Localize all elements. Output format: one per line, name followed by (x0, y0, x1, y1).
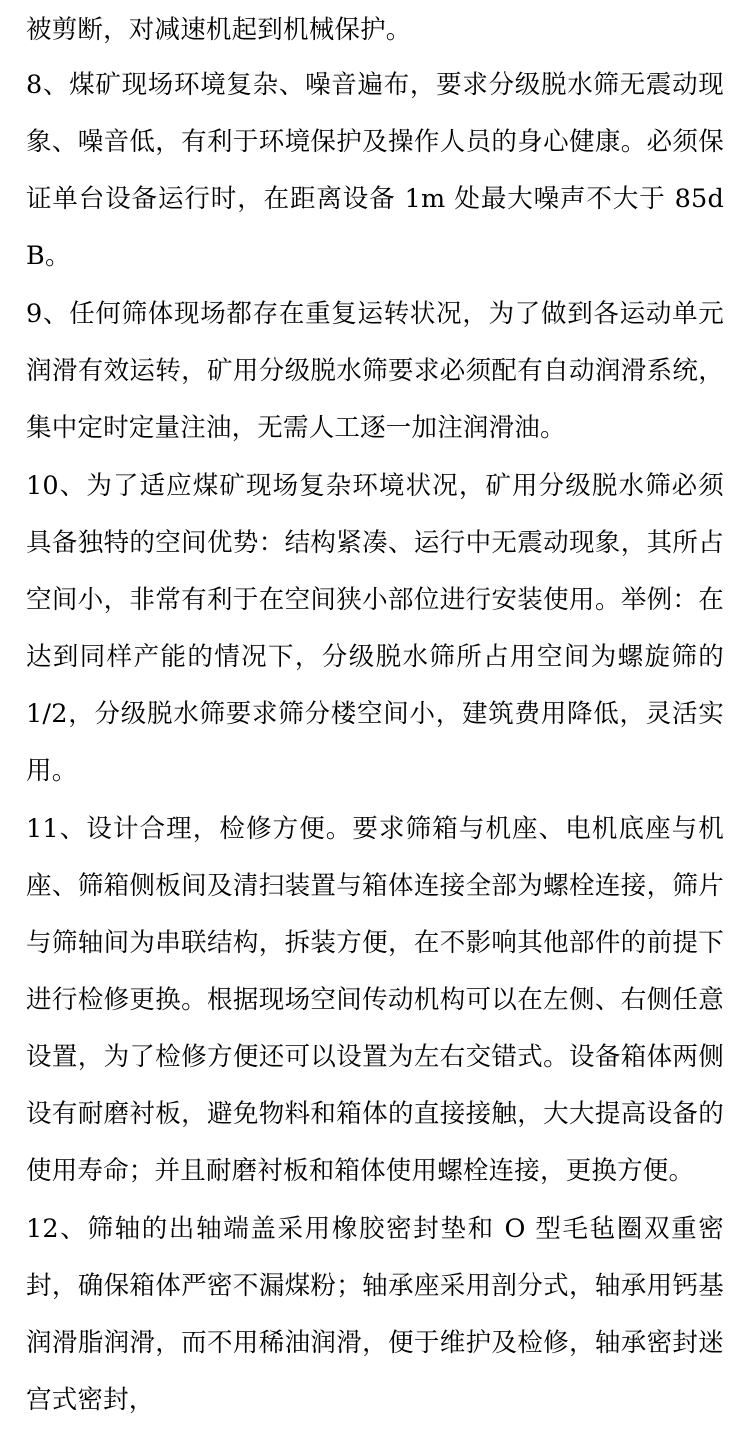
paragraph-item-11: 11、设计合理，检修方便。要求筛箱与机座、电机底座与机座、筛箱侧板间及清扫装置与箱体连接全部为螺栓连接，筛片与筛轴间为串联结构，拆装方便，在不影响其他部件的前提下进行检修更换。根据现场空间传动机构可以在左侧、右侧任意设置，为了检修方便还可以设置为左右交错式。设备箱体两侧设有耐磨衬板，避免物料和箱体的直接接触，大大提高设备的使用寿命；并且耐磨衬板和箱体使用螺栓连接，更换方便。 (26, 814, 724, 1186)
paragraph-item-12: 12、筛轴的出轴端盖采用橡胶密封垫和 O 型毛毡圈双重密封，确保箱体严密不漏煤粉；轴承座采用剖分式，轴承用钙基润滑脂润滑，而不用稀油润滑，便于维护及检修，轴承密封迷宫式密封， (26, 1214, 724, 1415)
paragraph-item-9: 9、任何筛体现场都存在重复运转状况，为了做到各运动单元润滑有效运转，矿用分级脱水筛要求必须配有自动润滑系统，集中定时定量注油，无需人工逐一加注润滑油。 (26, 299, 724, 443)
paragraph-top-continuation: 被剪断，对减速机起到机械保护。 (26, 15, 412, 45)
paragraph-item-10: 10、为了适应煤矿现场复杂环境状况，矿用分级脱水筛必须具备独特的空间优势：结构紧凑、运行中无震动现象，其所占空间小，非常有利于在空间狭小部位进行安装使用。举例：在达到同样产能的情况下，分级脱水筛所占用空间为螺旋筛的 1/2，分级脱水筛要求筛分楼空间小，建筑费用降低，灵活实用。 (26, 471, 733, 786)
paragraph-item-8: 8、煤矿现场环境复杂、噪音遍布，要求分级脱水筛无震动现象、噪音低，有利于环境保护及操作人员的身心健康。必须保证单台设备运行时，在距离设备 1m 处最大噪声不大于 85dB。 (26, 70, 724, 271)
